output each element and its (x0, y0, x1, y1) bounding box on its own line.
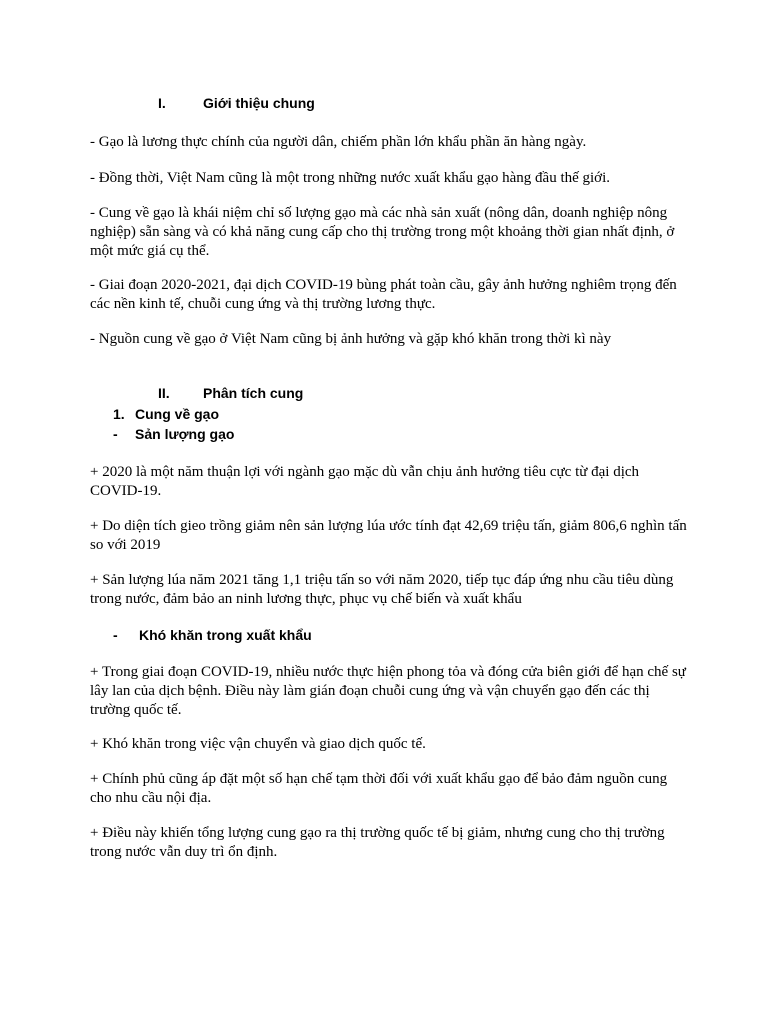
paragraph: - Gạo là lương thực chính của người dân, chiếm phần lớn khẩu phần ăn hàng ngày. (90, 134, 587, 150)
subsection-1-number: 1. (113, 406, 125, 422)
paragraph: + Điều này khiến tổng lượng cung gạo ra thị trường quốc tế bị giảm, nhưng cung cho thị trường trong nước vẫn duy trì ổn định. (90, 825, 665, 860)
section-1-title: Giới thiệu chung (203, 95, 315, 111)
subsection-3-title: Khó khăn trong xuất khẩu (139, 627, 312, 643)
subsection-2-title: Sản lượng gạo (135, 426, 235, 442)
section-2-number: II. (158, 385, 170, 401)
subsection-1-title: Cung về gạo (135, 406, 220, 422)
paragraph: + Chính phủ cũng áp đặt một số hạn chế tạm thời đối với xuất khẩu gạo để bảo đảm nguồn cung cho nhu cầu nội địa. (90, 771, 668, 806)
section-2-title: Phân tích cung (203, 385, 304, 401)
paragraph: - Cung về gạo là khái niệm chỉ số lượng gạo mà các nhà sản xuất (nông dân, doanh nghiệp nông nghiệp) sẵn sàng và có khả năng cung cấp cho thị trường trong một khoảng thời gian nhất định, ở một mức giá cụ thể. (90, 205, 675, 259)
paragraph: - Nguồn cung về gạo ở Việt Nam cũng bị ảnh hưởng và gặp khó khăn trong thời kì này (90, 331, 612, 347)
section-1-number: I. (158, 95, 166, 111)
paragraph: + Trong giai đoạn COVID-19, nhiều nước thực hiện phong tỏa và đóng cửa biên giới để hạn chế sự lây lan của dịch bệnh. Điều này làm gián đoạn chuỗi cung ứng và vận chuyển gạo đến các thị trường quốc tế. (90, 664, 686, 718)
subsection-3-bullet: - (113, 627, 118, 643)
paragraph: - Đồng thời, Việt Nam cũng là một trong những nước xuất khẩu gạo hàng đầu thế giới. (90, 170, 611, 186)
paragraph: + Sản lượng lúa năm 2021 tăng 1,1 triệu tấn so với năm 2020, tiếp tục đáp ứng nhu cầu tiêu dùng trong nước, đảm bảo an ninh lương thực, phục vụ chế biến và xuất khẩu (90, 572, 674, 607)
paragraph: - Giai đoạn 2020-2021, đại dịch COVID-19 bùng phát toàn cầu, gây ảnh hưởng nghiêm trọng đến các nền kinh tế, chuỗi cung ứng và thị trường lương thực. (90, 277, 677, 312)
paragraph: + Do diện tích gieo trồng giảm nên sản lượng lúa ước tính đạt 42,69 triệu tấn, giảm 806,6 nghìn tấn so với 2019 (90, 518, 687, 553)
paragraph: + Khó khăn trong việc vận chuyển và giao dịch quốc tế. (90, 736, 426, 752)
subsection-2-bullet: - (113, 426, 118, 442)
paragraph: + 2020 là một năm thuận lợi với ngành gạo mặc dù vẫn chịu ảnh hưởng tiêu cực từ đại dịch COVID-19. (90, 464, 640, 499)
